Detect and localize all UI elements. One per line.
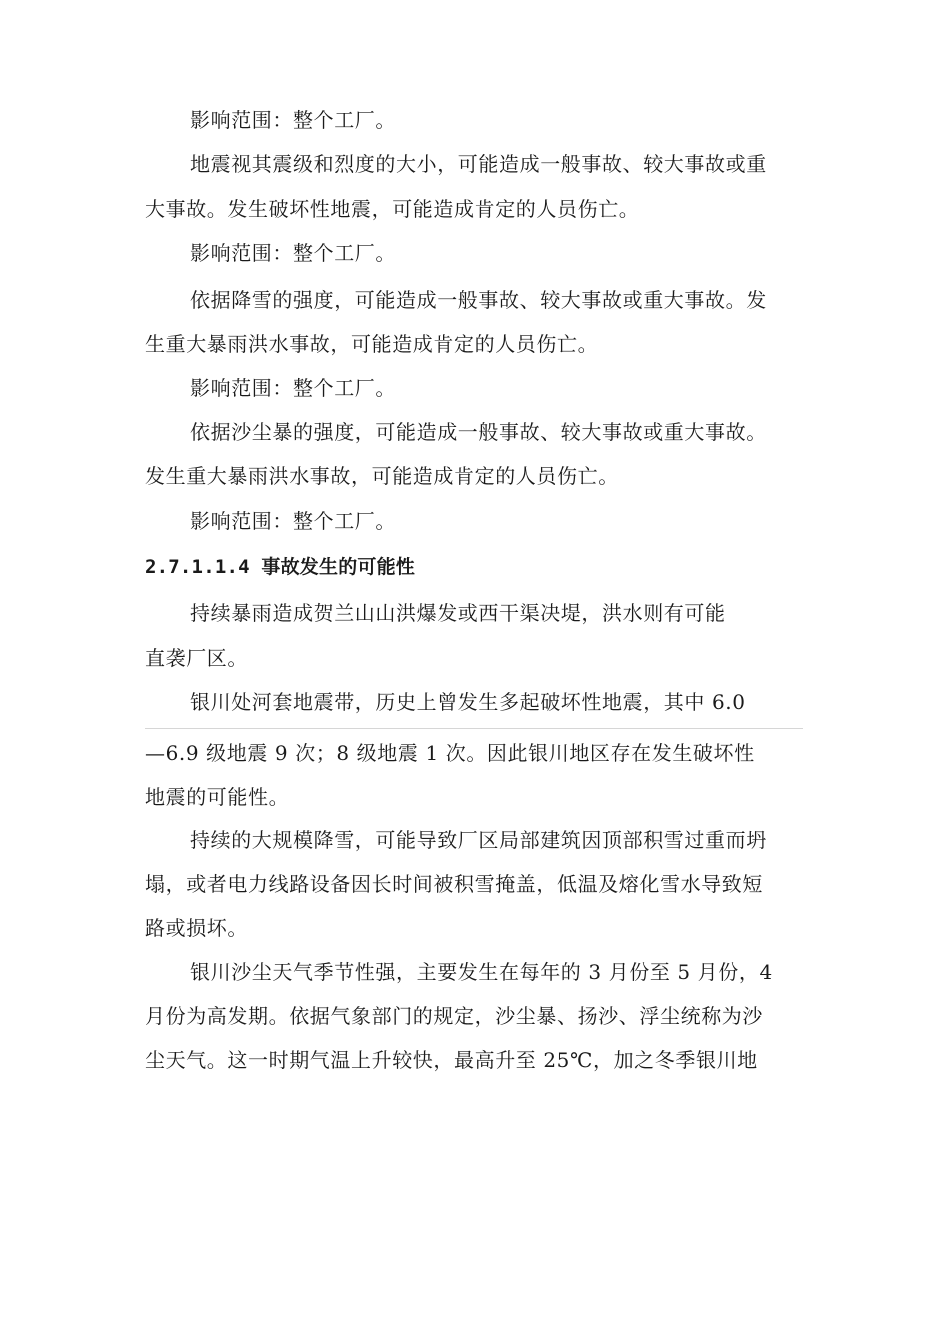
paragraph-line: 发生重大暴雨洪水事故，可能造成肯定的人员伤亡。 (145, 464, 619, 488)
paragraph-line: 依据沙尘暴的强度，可能造成一般事故、较大事故或重大事故。 (190, 420, 767, 444)
paragraph-line: 大事故。发生破坏性地震，可能造成肯定的人员伤亡。 (145, 197, 640, 221)
section-heading: 2.7.1.1.4 事故发生的可能性 (145, 556, 415, 578)
paragraph-line: 塌，或者电力线路设备因长时间被积雪掩盖，低温及熔化雪水导致短 (145, 872, 763, 896)
paragraph-line: —6.9 级地震 9 次；8 级地震 1 次。因此银川地区存在发生破坏性 (145, 741, 755, 765)
paragraph-line: 尘天气。这一时期气温上升较快，最高升至 25℃，加之冬季银川地 (145, 1048, 758, 1072)
paragraph-line: 地震的可能性。 (145, 785, 290, 809)
paragraph-line: 直袭厂区。 (145, 646, 248, 670)
paragraph-line: 路或损坏。 (145, 916, 248, 940)
paragraph-line: 持续的大规模降雪，可能导致厂区局部建筑因顶部积雪过重而坍 (190, 828, 767, 852)
paragraph-line: 生重大暴雨洪水事故，可能造成肯定的人员伤亡。 (145, 332, 599, 356)
paragraph-line: 持续暴雨造成贺兰山山洪爆发或西干渠决堤，洪水则有可能 (190, 601, 726, 625)
paragraph-line: 银川沙尘天气季节性强，主要发生在每年的 3 月份至 5 月份，4 (190, 960, 773, 984)
paragraph-line: 影响范围：整个工厂。 (190, 376, 396, 400)
divider-line (145, 728, 803, 729)
paragraph-line: 月份为高发期。依据气象部门的规定，沙尘暴、扬沙、浮尘统称为沙 (145, 1004, 763, 1028)
paragraph-line: 依据降雪的强度，可能造成一般事故、较大事故或重大事故。发 (190, 288, 767, 312)
paragraph-line: 影响范围：整个工厂。 (190, 509, 396, 533)
paragraph-line: 银川处河套地震带，历史上曾发生多起破坏性地震，其中 6.0 (190, 690, 746, 714)
paragraph-line: 影响范围：整个工厂。 (190, 108, 396, 132)
paragraph-line: 影响范围：整个工厂。 (190, 241, 396, 265)
paragraph-line: 地震视其震级和烈度的大小，可能造成一般事故、较大事故或重 (190, 152, 767, 176)
